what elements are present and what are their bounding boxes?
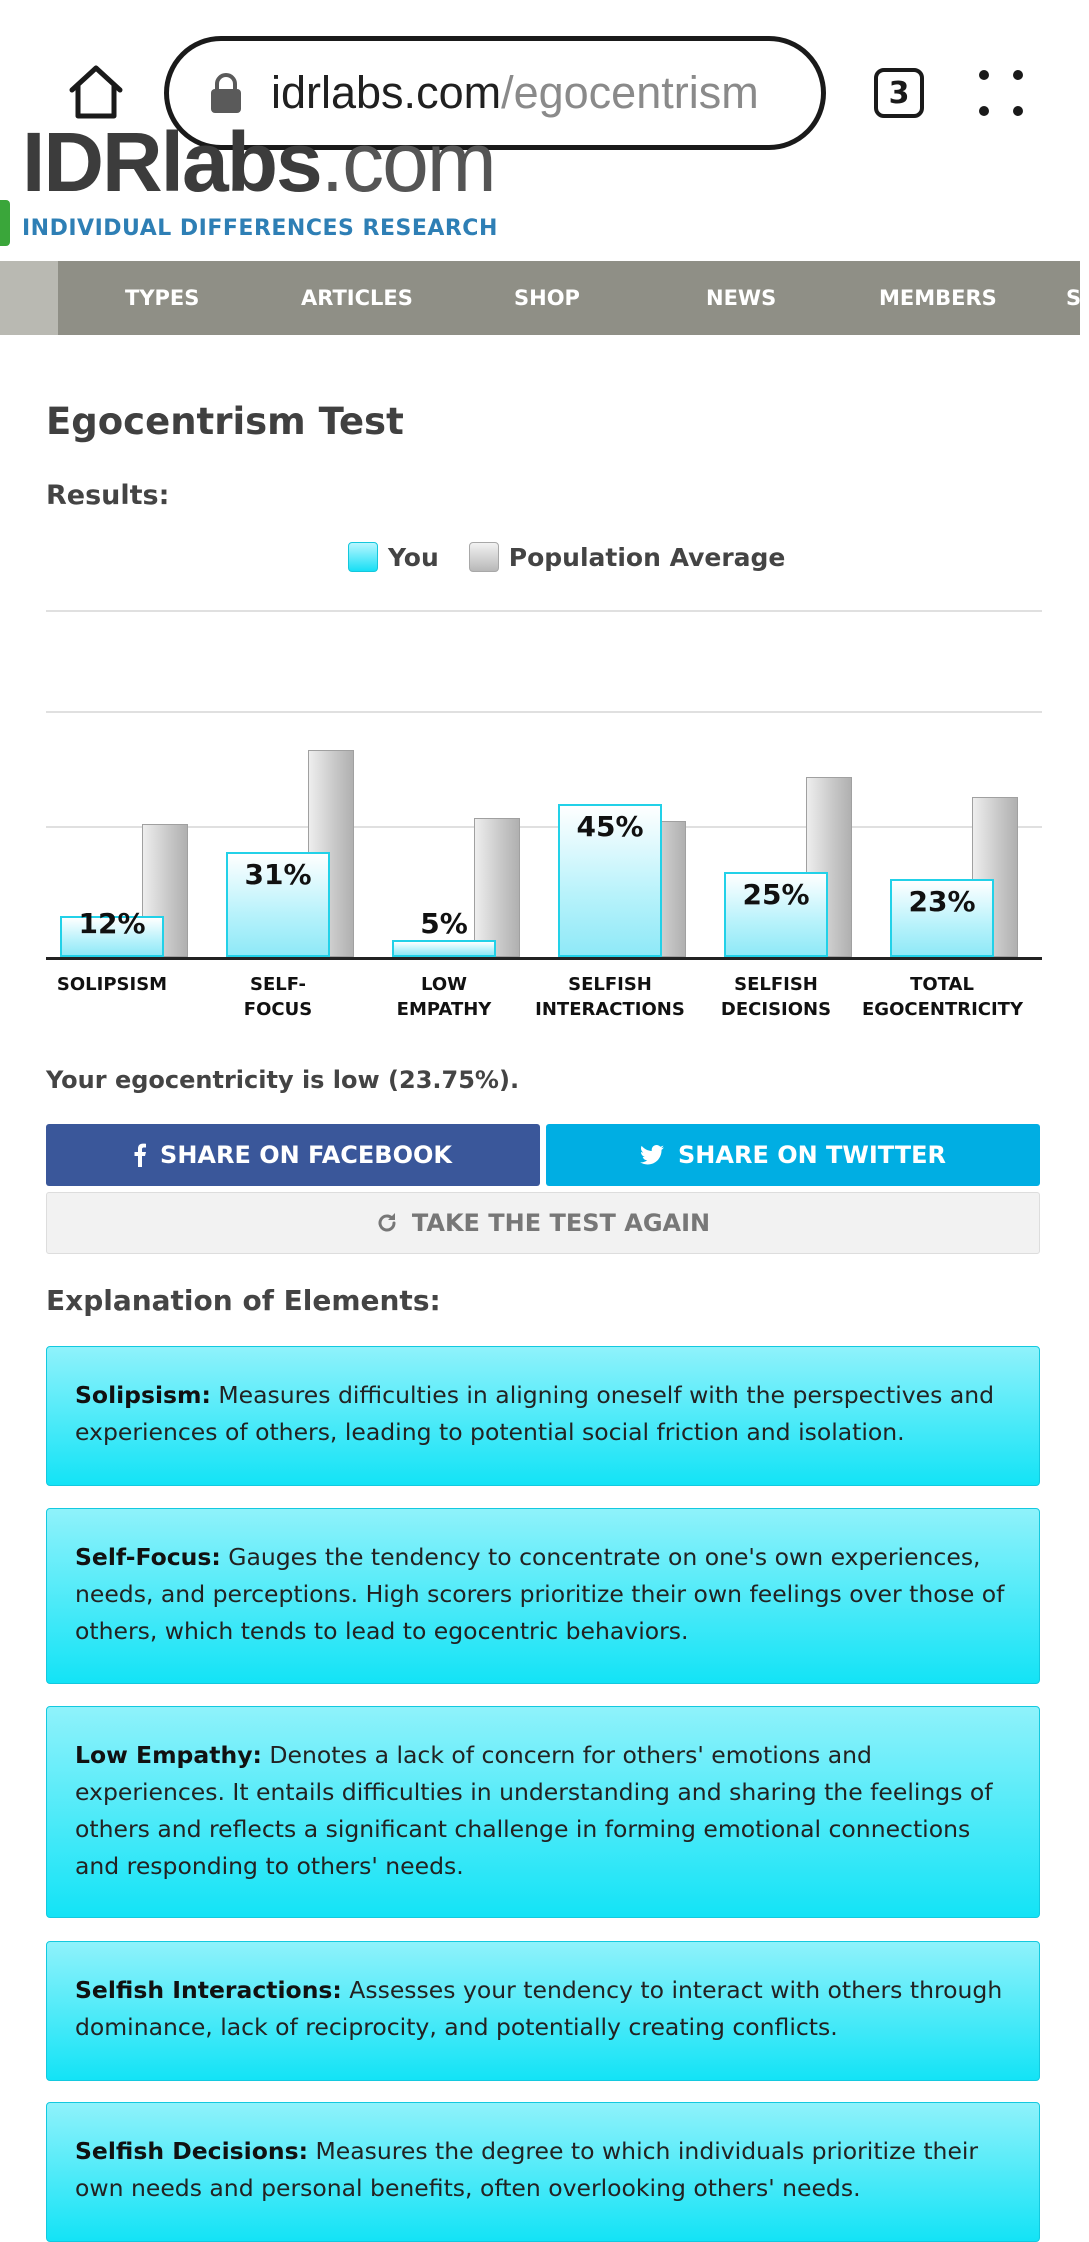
twitter-icon	[640, 1145, 664, 1165]
tab-switcher-button[interactable]	[874, 68, 924, 118]
legend-swatch-you	[348, 542, 378, 572]
explanation-card-solipsism	[46, 1346, 1040, 1486]
bar-value-label-1: 31%	[244, 857, 312, 891]
chart-gridline	[46, 711, 1042, 713]
explanation-term: Solipsism:	[75, 1381, 211, 1409]
retake-test-button[interactable]	[46, 1192, 1040, 1254]
url-domain: idrlabs.com	[271, 67, 502, 118]
nav-item-members[interactable]: MEMBERS	[879, 286, 997, 310]
logo-main-text: IDRlabs	[22, 115, 321, 209]
share-twitter-label: SHARE ON TWITTER	[678, 1141, 946, 1169]
site-logo[interactable]	[0, 115, 520, 260]
bar-value-label-5: 23%	[908, 884, 976, 918]
logo-tagline: INDIVIDUAL DIFFERENCES RESEARCH	[22, 216, 498, 241]
results-label: Results:	[46, 480, 170, 511]
nav-item-shop[interactable]: SHOP	[514, 286, 580, 310]
explanation-text: Measures the degree to which individuals prioritize their own needs and personal benefits, often overlooking others' needs.	[75, 2137, 979, 2202]
explanation-title: Explanation of Elements:	[46, 1284, 441, 1317]
category-label-4: SELFISH DECISIONS	[720, 974, 832, 1020]
explanation-term: Selfish Interactions:	[75, 1976, 342, 2004]
chart-baseline	[46, 957, 1042, 960]
category-label-1: SELF- FOCUS	[243, 974, 313, 1020]
result-summary: Your egocentricity is low (23.75%).	[46, 1066, 520, 1094]
bar-value-label-0: 12%	[78, 907, 146, 940]
nav-item-articles[interactable]: ARTICLES	[301, 286, 413, 310]
logo-hex-icon	[0, 200, 10, 246]
category-label-3: SELFISH INTERACTIONS	[535, 974, 685, 1020]
explanation-card-self-focus	[46, 1508, 1040, 1684]
url-text	[271, 67, 759, 119]
logo-wordmark	[22, 114, 495, 211]
lock-icon	[209, 72, 243, 114]
legend-label-population: Population Average	[508, 542, 786, 572]
category-label-5: TOTAL EGOCENTRICITY	[862, 974, 1023, 1020]
results-bar-chart	[46, 600, 1042, 1030]
home-icon[interactable]	[66, 62, 126, 122]
url-path: /egocentrism	[501, 67, 759, 118]
more-menu-icon[interactable]	[976, 66, 1026, 120]
legend-swatch-population	[469, 542, 499, 572]
bar-value-label-4: 25%	[742, 878, 810, 911]
nav-item-types[interactable]: TYPES	[125, 286, 200, 310]
bar-you-2	[392, 940, 496, 957]
explanation-text: Measures difficulties in aligning oneself with the perspectives and experiences of others, leading to potential social friction and isolation.	[75, 1381, 995, 1446]
explanation-text: Gauges the tendency to concentrate on one's own experiences, needs, and perceptions. High scorers prioritize their own feelings over those of others, which tends to lead to egocentric behaviors.	[75, 1543, 1005, 1645]
nav-item-more[interactable]: SI	[1066, 286, 1089, 310]
bar-value-label-3: 45%	[576, 810, 644, 843]
explanation-text: Assesses your tendency to interact with others through dominance, lack of reciprocity, and potentially creating conflicts.	[75, 1976, 1003, 2041]
retake-test-label: TAKE THE TEST AGAIN	[411, 1209, 711, 1237]
explanation-card-low-empathy	[46, 1706, 1040, 1918]
nav-home-tab[interactable]	[0, 261, 58, 335]
explanation-term: Selfish Decisions:	[75, 2137, 308, 2165]
share-twitter-button[interactable]	[546, 1124, 1040, 1186]
share-facebook-label: SHARE ON FACEBOOK	[160, 1141, 452, 1169]
page-title: Egocentrism Test	[46, 400, 404, 443]
explanation-term: Self-Focus:	[75, 1543, 221, 1571]
category-label-2: LOW EMPATHY	[396, 974, 492, 1020]
chart-gridline	[46, 610, 1042, 612]
refresh-icon	[376, 1212, 398, 1234]
bar-value-label-2: 5%	[420, 907, 468, 940]
chart-gridline	[46, 826, 1042, 828]
facebook-icon	[134, 1143, 146, 1167]
logo-suffix-text: .com	[320, 115, 495, 209]
tab-count: 3	[888, 75, 910, 111]
explanation-card-selfish-decisions	[46, 2102, 1040, 2242]
share-facebook-button[interactable]	[46, 1124, 540, 1186]
main-nav	[0, 261, 1089, 335]
category-label-0: SOLIPSISM	[56, 974, 168, 995]
explanation-term: Low Empathy:	[75, 1741, 262, 1769]
explanation-card-selfish-interactions	[46, 1941, 1040, 2081]
explanation-text: Denotes a lack of concern for others' emotions and experiences. It entails difficulties in understanding and sharing the feelings of others and reflects a significant challenge in forming emotional connections and responding to others' needs.	[75, 1741, 993, 1880]
chart-legend	[348, 542, 785, 572]
legend-label-you: You	[388, 542, 439, 572]
nav-item-news[interactable]: NEWS	[706, 286, 777, 310]
